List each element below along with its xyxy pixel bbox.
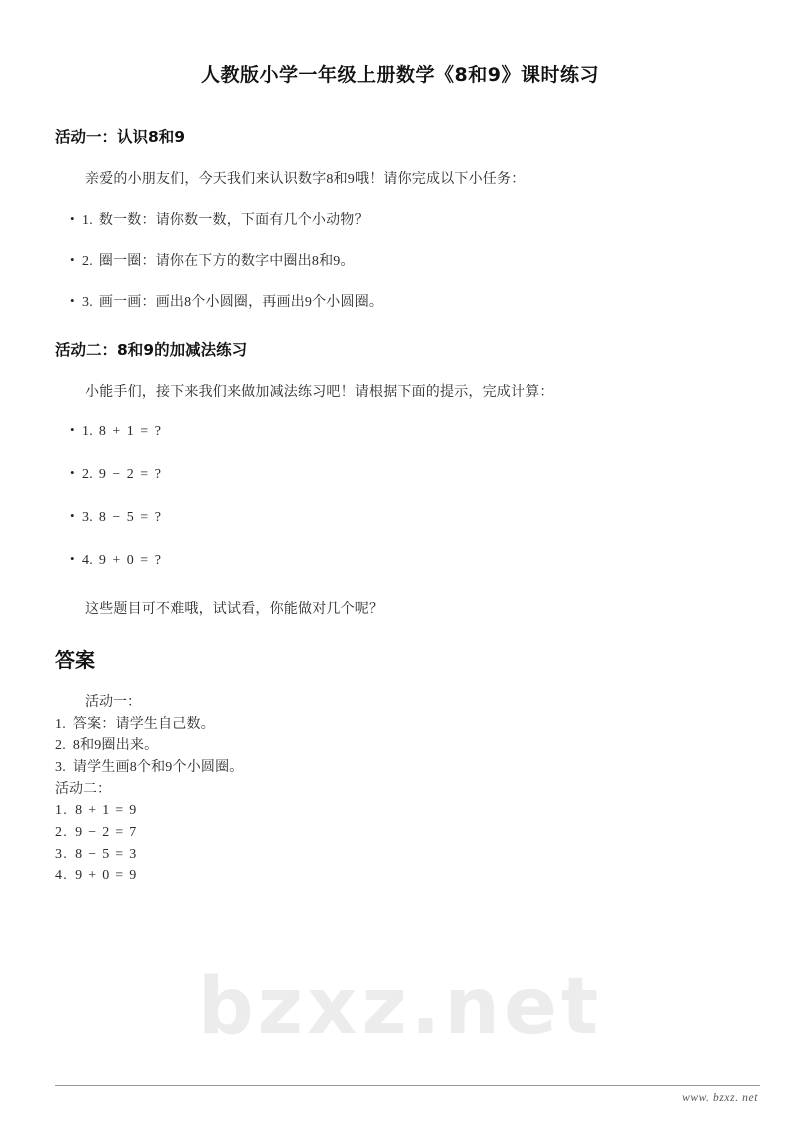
- task-list-activity-1: [0, 210, 800, 313]
- answers-group-label-activity-1: 活动一：: [85, 694, 141, 710]
- answer-line-number: 3.: [55, 846, 69, 862]
- list-item-text: 圈一圈：请你在下方的数字中圈出8和9。: [98, 253, 355, 269]
- answer-line-text: 8 + 1 = 9: [75, 803, 138, 819]
- answer-line: [55, 865, 800, 887]
- answer-line-text: 请学生画8个和9个小圆圈。: [72, 759, 244, 775]
- answer-line: [55, 844, 800, 866]
- answer-line-number: 1.: [55, 803, 69, 819]
- list-item-number: 1.: [82, 212, 93, 228]
- section-heading-activity-1: 活动一：认识8和9: [55, 127, 186, 146]
- answers-group-label-activity-2: 活动二：: [55, 781, 111, 797]
- answer-line-number: 4.: [55, 868, 69, 884]
- list-item-number: 3.: [82, 294, 93, 310]
- answer-line-number: 2.: [55, 738, 66, 754]
- list-item-number: 2.: [82, 253, 93, 269]
- answer-line-text: 9 + 0 = 9: [75, 868, 138, 884]
- section-intro-activity-1: 亲爱的小朋友们，今天我们来认识数字8和9哦！请你完成以下小任务：: [85, 171, 526, 187]
- list-item-number: 4.: [82, 552, 93, 568]
- list-item-number: 3.: [82, 509, 93, 525]
- section-closing-note: 这些题目可不难哦，试试看，你能做对几个呢？: [85, 601, 384, 617]
- page-watermark: bzxz.net: [197, 962, 603, 1052]
- answer-line-number: 3.: [55, 759, 66, 775]
- answer-line-text: 9 − 2 = 7: [75, 825, 138, 840]
- section-intro-activity-2: 小能手们，接下来我们来做加减法练习吧！请根据下面的提示，完成计算：: [85, 384, 554, 400]
- list-item-text: 9 − 2 = ?: [98, 466, 163, 482]
- answers-block: [0, 692, 800, 887]
- answer-line: [55, 714, 800, 736]
- list-item-number: 2.: [82, 466, 93, 482]
- list-item-text: 数一数：请你数一数，下面有几个小动物？: [98, 212, 369, 228]
- list-item-text: 8 + 1 = ?: [98, 423, 163, 439]
- list-item: [0, 210, 800, 231]
- page-title: 人教版小学一年级上册数学《8和9》课时练习: [201, 64, 599, 86]
- answer-line-number: 1.: [55, 716, 66, 732]
- list-item: [0, 507, 800, 528]
- list-item: [0, 421, 800, 442]
- answers-heading: 答案: [55, 649, 95, 672]
- answer-line-text: 8 − 5 = 3: [75, 846, 138, 862]
- list-item: [0, 550, 800, 571]
- list-item: [0, 292, 800, 313]
- answer-line: [55, 757, 800, 779]
- list-item-text: 9 + 0 = ?: [98, 552, 163, 568]
- answer-line: [55, 735, 800, 757]
- task-list-activity-2: [0, 421, 800, 571]
- footer-url: www. bzxz. net: [682, 1092, 758, 1104]
- list-item-text: 画一画：画出8个小圆圈，再画出9个小圆圈。: [98, 294, 384, 310]
- section-heading-activity-2: 活动二：8和9的加减法练习: [55, 340, 248, 359]
- answer-line-text: 8和9圈出来。: [72, 738, 159, 754]
- list-item-number: 1.: [82, 423, 93, 439]
- page-footer: [0, 1085, 800, 1104]
- list-item: [0, 464, 800, 485]
- answer-line: [55, 822, 800, 844]
- list-item-text: 8 − 5 = ?: [98, 509, 163, 525]
- answer-line: [55, 800, 800, 822]
- answer-line-text: 答案：请学生自己数。: [72, 716, 215, 732]
- list-item: [0, 251, 800, 272]
- answer-line-number: 2.: [55, 825, 69, 840]
